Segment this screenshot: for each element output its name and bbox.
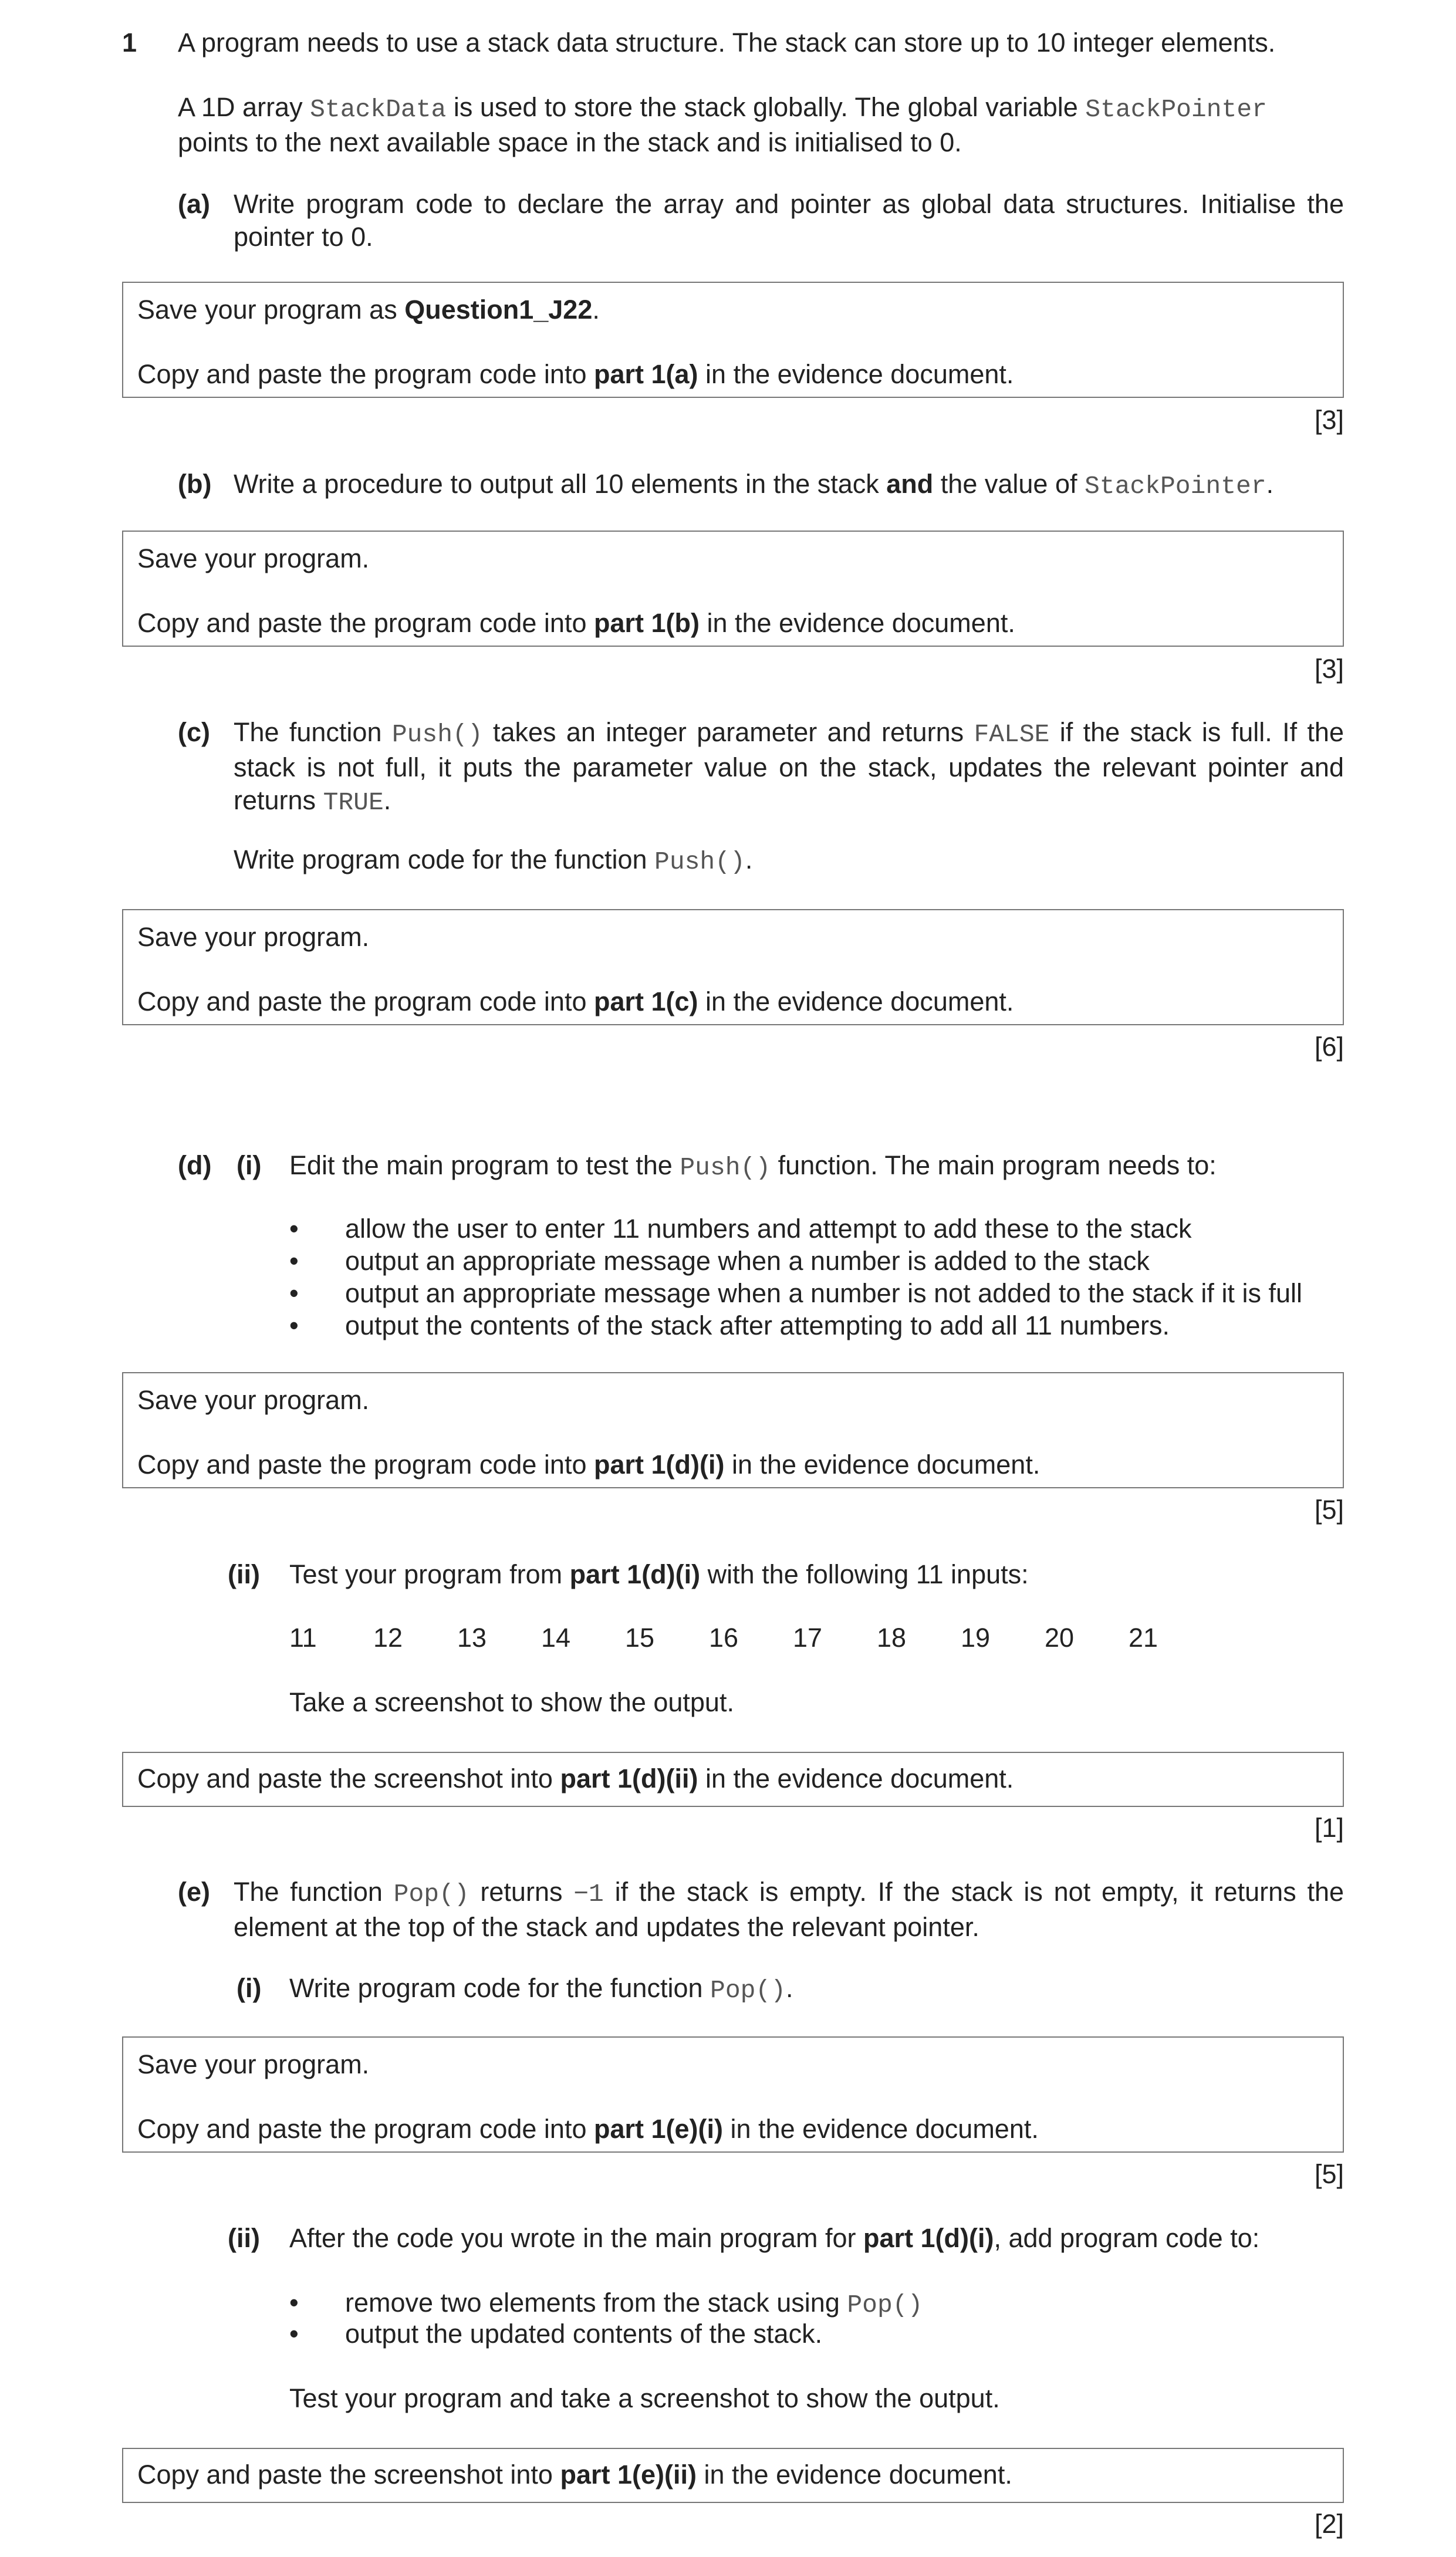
text-span: Write a procedure to output all 10 elements in the stack: [234, 469, 887, 499]
test-input: 16: [709, 1623, 739, 1653]
code-stackpointer: StackPointer: [1084, 472, 1266, 501]
text-span: A 1D array: [178, 92, 310, 122]
bullet-item: output the contents of the stack after attempting to add all 11 numbers.: [345, 1310, 1170, 1340]
box-line: Save your program.: [137, 2049, 370, 2079]
test-input: 15: [625, 1623, 655, 1653]
text-span: .: [383, 785, 391, 815]
text-span: Copy and paste the screenshot into: [137, 1764, 560, 1793]
bullet-item: [345, 2286, 923, 2322]
part-e-ii-test-instruction: Test your program and take a screenshot to show the output.: [289, 2383, 1000, 2413]
box-line: Save your program.: [137, 1385, 370, 1415]
code-push: Push(): [391, 720, 483, 749]
code-pop: Pop(): [393, 1880, 469, 1909]
part-d-ii-marks: [1]: [1314, 1813, 1344, 1843]
code-minus-one: −1: [573, 1880, 604, 1909]
box-line: [137, 293, 600, 326]
test-input: 20: [1045, 1623, 1075, 1653]
part-reference: part 1(d)(i): [569, 1559, 701, 1589]
bullet-marker: •: [289, 1246, 299, 1276]
text-span: .: [1266, 469, 1274, 499]
text-span: .: [745, 845, 753, 874]
code-stackpointer: StackPointer: [1085, 95, 1267, 124]
part-d-label: (d): [178, 1150, 212, 1180]
text-span: in the evidence document.: [696, 2460, 1012, 2490]
test-input: 11: [289, 1623, 317, 1653]
question-intro: A program needs to use a stack data structure. The stack can store up to 10 integer elements.: [178, 28, 1276, 58]
text-span: in the evidence document.: [700, 608, 1015, 638]
bullet-marker: •: [289, 2319, 299, 2349]
evidence-part: part 1(b): [594, 608, 700, 638]
part-a-label: (a): [178, 189, 210, 219]
text-span: The function: [234, 1877, 394, 1907]
text-span: Save your program as: [137, 295, 405, 325]
test-input: 12: [373, 1623, 403, 1653]
box-line: Save your program.: [137, 543, 370, 573]
text-span: the value of: [933, 469, 1085, 499]
part-a-instruction-box: [122, 282, 1344, 398]
box-line: [137, 358, 1014, 391]
text-span: Write program code for the function: [234, 845, 655, 874]
part-c-instruction-box: [122, 909, 1344, 1025]
bullet-marker: •: [289, 1278, 299, 1308]
test-input: 14: [541, 1623, 571, 1653]
part-e-ii-instruction-box: [122, 2448, 1344, 2503]
box-line: [137, 2113, 1039, 2146]
text-span: , add program code to:: [994, 2223, 1260, 2253]
code-push: Push(): [680, 1153, 771, 1182]
part-e-i-marks: [5]: [1314, 2159, 1344, 2189]
part-d-ii-text: [289, 1558, 1029, 1591]
part-c-label: (c): [178, 717, 210, 747]
part-e-i-text: [289, 1972, 793, 2007]
part-d-i-instruction-box: [122, 1372, 1344, 1488]
part-b-text: [234, 468, 1273, 503]
test-input: 21: [1129, 1623, 1158, 1653]
text-span: Copy and paste the screenshot into: [137, 2460, 560, 2490]
bullet-item: output an appropriate message when a number is not added to the stack if it is full: [345, 1278, 1302, 1308]
part-d-i-label: (i): [237, 1150, 262, 1180]
code-pop: Pop(): [710, 1976, 786, 2005]
text-span: Copy and paste the program code into: [137, 608, 594, 638]
part-e-label: (e): [178, 1877, 210, 1907]
text-span: points to the next available space in the stack and is initialised to 0.: [178, 127, 962, 157]
evidence-part: part 1(a): [594, 359, 698, 389]
filename: Question1_J22: [404, 295, 593, 325]
test-input: 13: [457, 1623, 487, 1653]
bullet-marker: •: [289, 2288, 299, 2318]
bold-word: and: [886, 469, 934, 499]
text-span: After the code you wrote in the main program for: [289, 2223, 863, 2253]
text-span: if the stack is empty. If the stack is not empty, it returns the element at the top of the stack and updates the relevant pointer.: [234, 1877, 1344, 1942]
part-a-marks: [3]: [1314, 405, 1344, 435]
box-line: [137, 607, 1015, 640]
part-b-label: (b): [178, 469, 212, 499]
code-stackdata: StackData: [310, 95, 447, 124]
part-reference: part 1(d)(i): [863, 2223, 994, 2253]
bullet-item: allow the user to enter 11 numbers and attempt to add these to the stack: [345, 1214, 1192, 1244]
part-e-i-instruction-box: [122, 2036, 1344, 2153]
text-span: Copy and paste the program code into: [137, 987, 594, 1016]
text-span: Edit the main program to test the: [289, 1150, 680, 1180]
text-span: Copy and paste the program code into: [137, 1450, 594, 1480]
part-c-instruction: [234, 843, 752, 879]
text-span: function. The main program needs to:: [771, 1150, 1217, 1180]
text-span: in the evidence document.: [723, 2114, 1039, 2144]
text-span: is used to store the stack globally. The global variable: [446, 92, 1086, 122]
stack-description: [178, 91, 1344, 159]
bullet-item: output an appropriate message when a number is added to the stack: [345, 1246, 1150, 1276]
box-line: [137, 985, 1014, 1018]
text-span: in the evidence document.: [698, 987, 1014, 1016]
part-c-text: [234, 716, 1344, 819]
part-d-ii-label: (ii): [228, 1559, 260, 1589]
text-span: remove two elements from the stack using: [345, 2288, 847, 2318]
text-span: Test your program from: [289, 1559, 570, 1589]
part-e-ii-text: [289, 2222, 1259, 2255]
part-d-ii-instruction-box: [122, 1752, 1344, 1807]
text-span: Copy and paste the program code into: [137, 359, 594, 389]
bullet-item: output the updated contents of the stack.: [345, 2319, 823, 2349]
part-e-i-label: (i): [237, 1973, 262, 2003]
evidence-part: part 1(d)(ii): [560, 1764, 698, 1793]
text-span: Write program code for the function: [289, 1973, 711, 2003]
text-span: in the evidence document.: [698, 1764, 1014, 1793]
part-e-text: [234, 1876, 1344, 1944]
part-d-ii-screenshot-instruction: Take a screenshot to show the output.: [289, 1687, 734, 1717]
text-span: in the evidence document.: [724, 1450, 1041, 1480]
text-span: if the stack is full. If the stack is not full, it puts the parameter value on the stack, updates the relevant pointer and returns: [234, 717, 1344, 815]
box-line: [137, 1762, 1014, 1795]
code-pop: Pop(): [847, 2291, 923, 2319]
text-span: The function: [234, 717, 392, 747]
part-c-marks: [6]: [1314, 1032, 1344, 1062]
code-push: Push(): [654, 847, 745, 876]
part-e-ii-label: (ii): [228, 2223, 260, 2253]
box-line: [137, 2458, 1012, 2491]
text-span: Copy and paste the program code into: [137, 2114, 594, 2144]
text-span: .: [786, 1973, 793, 2003]
text-span: with the following 11 inputs:: [700, 1559, 1029, 1589]
question-number: 1: [122, 28, 137, 58]
evidence-part: part 1(e)(i): [594, 2114, 724, 2144]
box-line: Save your program.: [137, 922, 370, 952]
test-input: 18: [877, 1623, 907, 1653]
text-span: returns: [469, 1877, 574, 1907]
part-e-ii-marks: [2]: [1314, 2509, 1344, 2539]
part-b-instruction-box: [122, 531, 1344, 647]
evidence-part: part 1(d)(i): [594, 1450, 725, 1480]
part-d-i-marks: [5]: [1314, 1495, 1344, 1525]
text-span: takes an integer parameter and returns: [482, 717, 974, 747]
code-false: FALSE: [974, 720, 1050, 749]
test-input: 17: [793, 1623, 823, 1653]
code-true: TRUE: [323, 788, 384, 817]
test-input: 19: [961, 1623, 991, 1653]
part-b-marks: [3]: [1314, 654, 1344, 684]
text-span: in the evidence document.: [698, 359, 1014, 389]
part-a-text: Write program code to declare the array and pointer as global data structures. Initialise the pointer to 0.: [234, 189, 1344, 252]
bullet-marker: •: [289, 1310, 299, 1340]
text-span: .: [592, 295, 600, 325]
evidence-part: part 1(c): [594, 987, 698, 1016]
box-line: [137, 1448, 1040, 1481]
bullet-marker: •: [289, 1214, 299, 1244]
part-d-i-text: [289, 1149, 1217, 1184]
evidence-part: part 1(e)(ii): [560, 2460, 697, 2490]
